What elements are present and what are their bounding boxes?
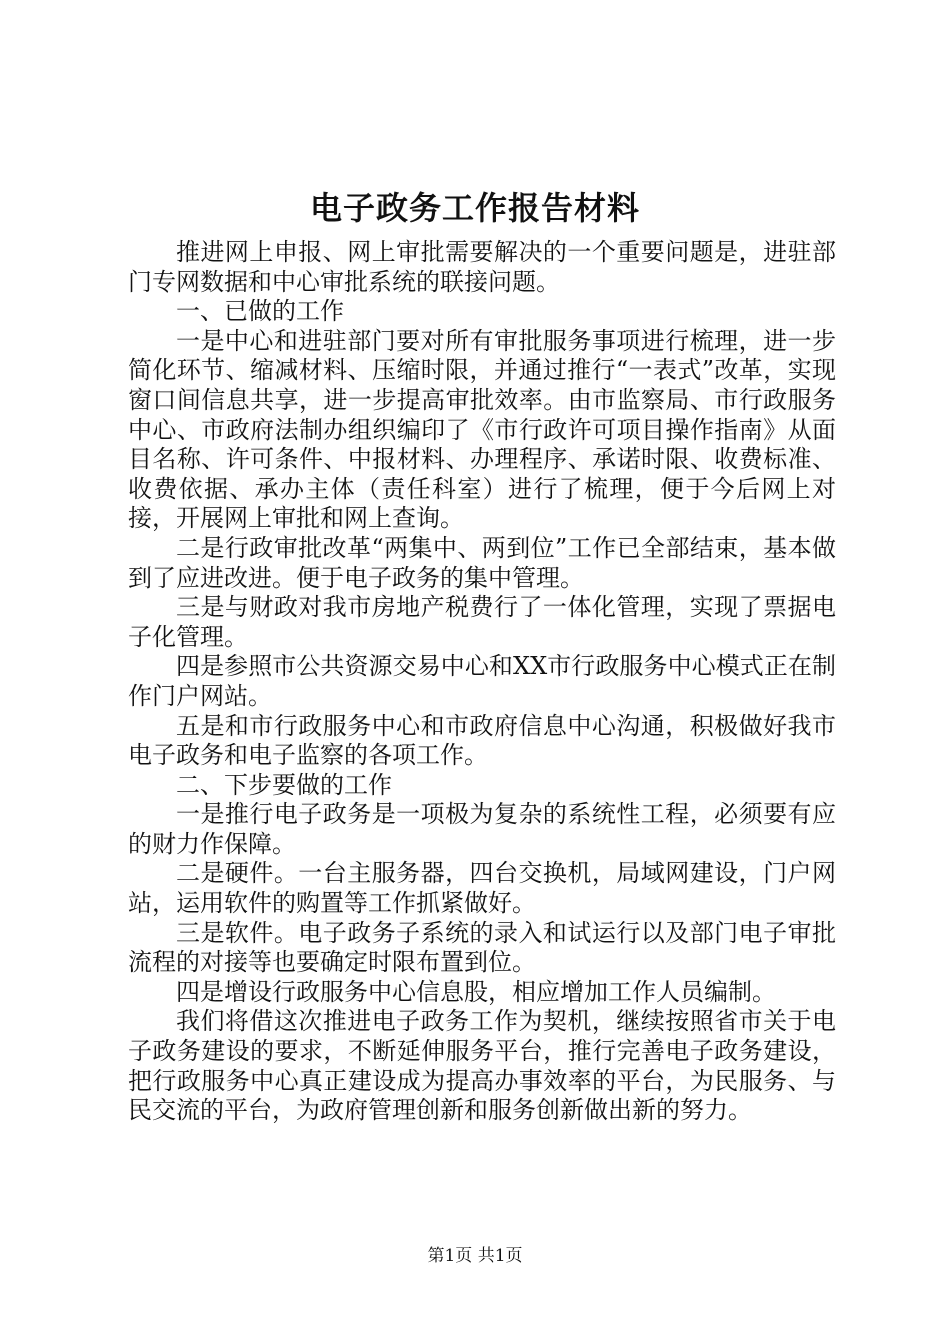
paragraph-done-3: 三是与财政对我市房地产税费行了一体化管理，实现了票据电子化管理。 bbox=[128, 593, 836, 651]
paragraph-conclusion: 我们将借这次推进电子政务工作为契机，继续按照省市关于电子政务建设的要求，不断延伸服务平台，推行完善电子政务建设，把行政服务中心真正建设成为提高办事效率的平台，为民服务、与民交流的平台，为政府管理创新和服务创新做出新的努力。 bbox=[128, 1007, 836, 1125]
paragraph-next-3: 三是软件。电子政务子系统的录入和试运行以及部门电子审批流程的对接等也要确定时限布置到位。 bbox=[128, 918, 836, 977]
paragraph-done-1: 一是中心和进驻部门要对所有审批服务事项进行梳理，进一步简化环节、缩减材料、压缩时限，并通过推行“一表式”改革，实现窗口间信息共享，进一步提高审批效率。由市监察局、市行政服务中心、市政府法制办组织编印了《市行政许可项目操作指南》从面目名称、许可条件、中报材料、办理程序、承诺时限、收费标准、收费依据、承办主体（责任科室）进行了梳理，便于今后网上对接，开展网上审批和网上查询。 bbox=[128, 326, 836, 533]
document-title: 电子政务工作报告材料 bbox=[309, 189, 640, 227]
paragraph-done-2: 二是行政审批改革“两集中、两到位”工作已全部结束，基本做到了应进改进。便于电子政务的集中管理。 bbox=[128, 533, 836, 592]
paragraph-intro: 推进网上申报、网上审批需要解决的一个重要问题是，进驻部门专网数据和中心审批系统的联接问题。 bbox=[128, 238, 836, 296]
paragraph-next-4: 四是增设行政服务中心信息股，相应增加工作人员编制。 bbox=[176, 977, 776, 1006]
paragraph-done-4: 四是参照市公共资源交易中心和XX市行政服务中心模式正在制作门户网站。 bbox=[128, 652, 836, 710]
section-heading-next: 二、下步要做的工作 bbox=[176, 770, 392, 799]
page-footer: 第1页 共1页 bbox=[427, 1246, 523, 1266]
document-body bbox=[128, 238, 836, 1126]
paragraph-next-2: 二是硬件。一台主服务器，四台交换机，局域网建设，门户网站，运用软件的购置等工作抓紧做好。 bbox=[128, 859, 836, 918]
paragraph-next-1: 一是推行电子政务是一项极为复杂的系统性工程，必须要有应的财力作保障。 bbox=[128, 800, 836, 858]
paragraph-done-5: 五是和市行政服务中心和市政府信息中心沟通，积极做好我市电子政务和电子监察的各项工作。 bbox=[128, 711, 836, 770]
section-heading-done: 一、已做的工作 bbox=[176, 297, 344, 326]
